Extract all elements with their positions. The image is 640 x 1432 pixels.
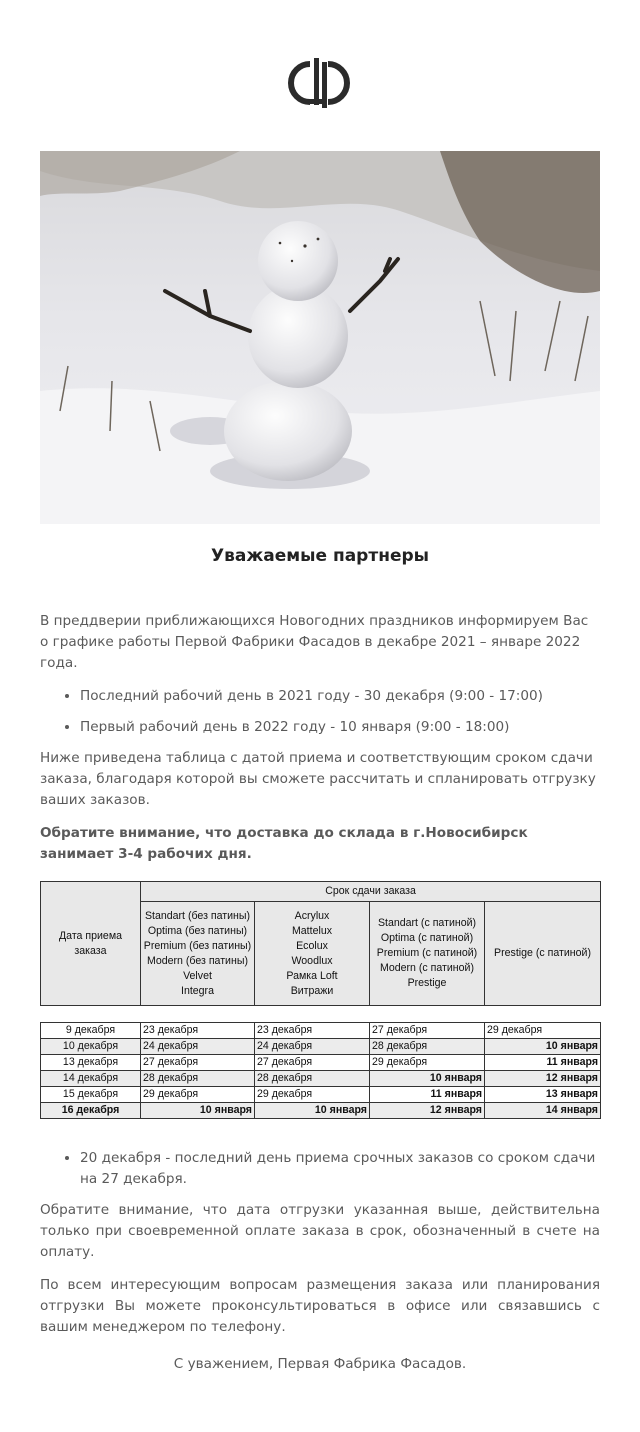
table-note: Ниже приведена таблица с датой приема и соответствующим сроком сдачи заказа, благодаря которой вы сможете рассчитать и спланировать отгрузку ваших заказов.	[40, 750, 596, 808]
table-cell: 12 января	[370, 1103, 485, 1119]
table-cell: 27 декабря	[370, 1023, 485, 1039]
table-cell: 15 декабря	[41, 1087, 141, 1103]
table-row	[41, 1023, 601, 1039]
table-cell: 28 декабря	[141, 1071, 255, 1087]
header-line: Acrylux	[294, 909, 330, 922]
header-col-4	[485, 902, 601, 1006]
header-line: Рамка Loft	[286, 969, 338, 982]
header-date-column: Дата приема заказа	[41, 882, 141, 1006]
table-cell: 23 декабря	[255, 1023, 370, 1039]
table-cell: 29 декабря	[141, 1087, 255, 1103]
header-line: Premium (с патиной)	[376, 947, 478, 959]
table-cell: 16 декабря	[41, 1103, 141, 1119]
table-cell: 10 января	[255, 1103, 370, 1119]
notes-section	[40, 1148, 600, 1350]
header-line: Modern (с патиной)	[380, 962, 474, 974]
table-row	[41, 1071, 601, 1087]
header-line: Standart (без патины)	[144, 909, 251, 922]
table-cell: 10 января	[141, 1103, 255, 1119]
signature: С уважением, Первая Фабрика Фасадов.	[173, 1356, 467, 1372]
header-line: Velvet	[183, 969, 212, 982]
table-row	[41, 1103, 601, 1119]
header-line: Standart (с патиной)	[377, 917, 477, 929]
header-line: Mattelux	[291, 924, 333, 937]
table-cell: 24 декабря	[141, 1039, 255, 1055]
table-cell: 14 января	[485, 1103, 601, 1119]
intro-paragraph: В преддверии приближающихся Новогодних праздников информируем Вас о графике работы Первой Фабрики Фасадов в декабре 2021 – январе 2022 года.	[40, 613, 589, 671]
delivery-note: Обратите внимание, что доставка до склада в г.Новосибирск занимает 3-4 рабочих дня.	[40, 825, 528, 862]
list-item: • Первый рабочий день в 2022 году - 10 января (9:00 - 18:00)	[80, 717, 600, 738]
table-row	[41, 1039, 601, 1055]
table-cell: 11 января	[370, 1087, 485, 1103]
table-cell: 28 декабря	[255, 1071, 370, 1087]
table-cell: 24 декабря	[255, 1039, 370, 1055]
table-cell: 13 января	[485, 1087, 601, 1103]
table-row	[41, 1055, 601, 1071]
snowman-photo	[40, 151, 600, 524]
header-line: Prestige	[407, 977, 447, 989]
header-col-2	[255, 902, 370, 1006]
schedule-table	[40, 881, 600, 1119]
header-line: Prestige (с патиной)	[494, 947, 591, 959]
header-line: Витражи	[290, 984, 334, 997]
list-item: • 20 декабря - последний день приема срочных заказов со сроком сдачи на 27 декабря.	[80, 1148, 600, 1190]
table-row	[41, 1087, 601, 1103]
table-cell: 14 декабря	[41, 1071, 141, 1087]
table-cell: 10 января	[485, 1039, 601, 1055]
schedule-list	[40, 686, 600, 738]
table-cell: 12 января	[485, 1071, 601, 1087]
table-cell: 10 декабря	[41, 1039, 141, 1055]
header-line: Modern (без патины)	[147, 954, 248, 967]
page-title: Уважаемые партнеры	[210, 546, 430, 566]
table-cell: 23 декабря	[141, 1023, 255, 1039]
table-body	[40, 1022, 601, 1119]
header-line: Ecolux	[296, 939, 328, 952]
table-cell: 29 декабря	[370, 1055, 485, 1071]
table-cell: 29 декабря	[485, 1023, 601, 1039]
header-line: Integra	[181, 984, 214, 997]
header-line: Woodlux	[291, 954, 333, 967]
header-line: Optima (без патины)	[147, 924, 248, 937]
table-cell: 9 декабря	[41, 1023, 141, 1039]
header-line: Premium (без патины)	[143, 939, 252, 952]
header-col-1	[141, 902, 255, 1006]
payment-note: Обратите внимание, что дата отгрузки указанная выше, действительна только при своевременной оплате заказа в срок, обозначенный в счете на оплату.	[40, 1202, 600, 1260]
urgent-list	[40, 1148, 600, 1190]
header-group: Срок сдачи заказа	[141, 882, 601, 902]
table-header	[40, 881, 601, 1006]
table-cell: 28 декабря	[370, 1039, 485, 1055]
table-cell: 13 декабря	[41, 1055, 141, 1071]
contact-note: По всем интересующим вопросам размещения заказа или планирования отгрузки Вы можете проконсультироваться в офисе или связавшись с вашим менеджером по телефону.	[40, 1277, 600, 1335]
list-item: • Последний рабочий день в 2021 году - 30 декабря (9:00 - 17:00)	[80, 686, 600, 707]
table-cell: 29 декабря	[255, 1087, 370, 1103]
table-cell: 27 декабря	[141, 1055, 255, 1071]
table-cell: 11 января	[485, 1055, 601, 1071]
table-cell: 10 января	[370, 1071, 485, 1087]
company-logo-icon	[288, 58, 354, 108]
header-line: Optima (с патиной)	[380, 932, 474, 944]
table-cell: 27 декабря	[255, 1055, 370, 1071]
intro-section	[40, 611, 600, 877]
header-col-3	[370, 902, 485, 1006]
